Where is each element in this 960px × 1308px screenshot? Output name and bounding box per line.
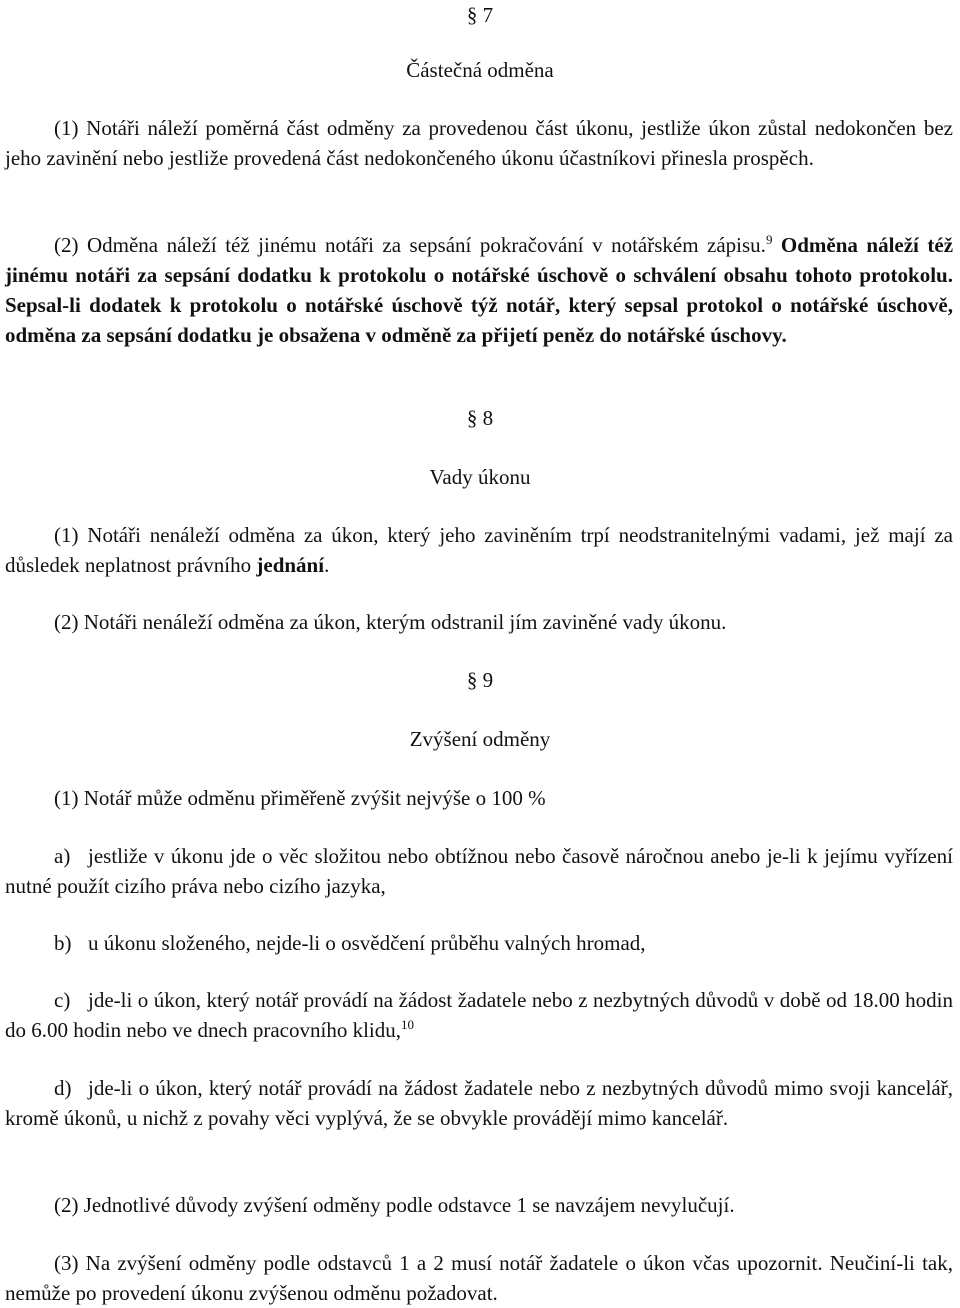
- section-7-heading: [0, 0, 960, 30]
- list-item-text: jde-li o úkon, který notář provádí na žádost žadatele nebo z nezbytných důvodů v době od 18.00 hodin do 6.00 hodin nebo ve dnech pracovního klidu,: [5, 988, 953, 1042]
- list-item-text: u úkonu složeného, nejde-li o osvědčení průběhu valných hromad,: [88, 931, 646, 955]
- list-item-label: c): [54, 988, 71, 1012]
- section-9-title: Zvýšení odměny: [409, 727, 551, 751]
- section-7-paragraph-1: (1) Notáři náleží poměrná část odměny za provedenou část úkonu, jestliže úkon zůstal nedokončen bez jeho zavinění nebo jestliže provedená část nedokončeného úkonu účastníkovi přinesla prospěch.: [5, 116, 953, 170]
- footnote-ref-10: 10: [401, 1017, 415, 1032]
- paragraph-1-text: (1) Notáři nenáleží odměna za úkon, který jeho zaviněním trpí neodstranitelnými vadami, jež mají za důsledek neplatnost právního: [5, 523, 953, 577]
- section-symbol: §: [466, 668, 478, 692]
- paragraph-2-bold-text: Odměna náleží též jinému notáři za sepsání dodatku k protokolu o notářské úschově o schválení obsahu tohoto protokolu. Sepsal-li dodatek k protokolu o notářské úschově týž notář, který sepsal protokol o notářské úschově, odměna za sepsání dodatku je obsažena v odměně za přijetí peněz do notářské úschovy.: [5, 233, 954, 347]
- paragraph-1-bold-word: jednání: [256, 553, 325, 577]
- paragraph-1-period: .: [324, 553, 330, 577]
- section-number: 7: [482, 3, 494, 27]
- section-9-paragraph-1: (1) Notář může odměnu přiměřeně zvýšit nejvýše o 100 %: [54, 786, 546, 810]
- list-item-label: a): [54, 844, 71, 868]
- section-symbol: §: [466, 3, 478, 27]
- section-9-paragraph-2: (2) Jednotlivé důvody zvýšení odměny podle odstavce 1 se navzájem nevylučují.: [54, 1193, 735, 1217]
- section-number: 9: [482, 668, 494, 692]
- list-item-text: jde-li o úkon, který notář provádí na žádost žadatele nebo z nezbytných důvodů mimo svoji kancelář, kromě úkonů, u nichž z povahy věci vyplývá, že se obvykle provádějí mimo kancelář.: [5, 1076, 953, 1130]
- list-item-b: [5, 928, 953, 958]
- section-symbol: §: [466, 406, 478, 430]
- section-7-title: Částečná odměna: [406, 58, 554, 82]
- section-8-paragraph-1: [5, 520, 953, 580]
- section-8-heading: [0, 403, 960, 433]
- list-item-a: [5, 841, 953, 901]
- paragraph-2-text: (2) Odměna náleží též jinému notáři za sepsání pokračování v notářském zápisu.: [54, 233, 766, 257]
- list-item-d: [5, 1073, 953, 1133]
- section-7-paragraph-2: [5, 230, 953, 350]
- section-8-paragraph-2: (2) Notáři nenáleží odměna za úkon, kterým odstranil jím zaviněné vady úkonu.: [54, 610, 727, 634]
- section-9-paragraph-3: (3) Na zvýšení odměny podle odstavců 1 a 2 musí notář žadatele o úkon včas upozornit. Neučiní-li tak, nemůže po provedení úkonu zvýšenou odměnu požadovat.: [5, 1251, 953, 1305]
- list-item-c: [5, 985, 953, 1045]
- list-item-label: d): [54, 1076, 72, 1100]
- list-item-label: b): [54, 931, 72, 955]
- list-item-text: jestliže v úkonu jde o věc složitou nebo obtížnou nebo časově náročnou anebo je-li k jejímu vyřízení nutné použít cizího práva nebo cizího jazyka,: [5, 844, 953, 898]
- footnote-ref-9: 9: [765, 232, 773, 247]
- section-9-heading: [0, 665, 960, 695]
- section-number: 8: [482, 406, 494, 430]
- section-8-title: Vady úkonu: [429, 465, 531, 489]
